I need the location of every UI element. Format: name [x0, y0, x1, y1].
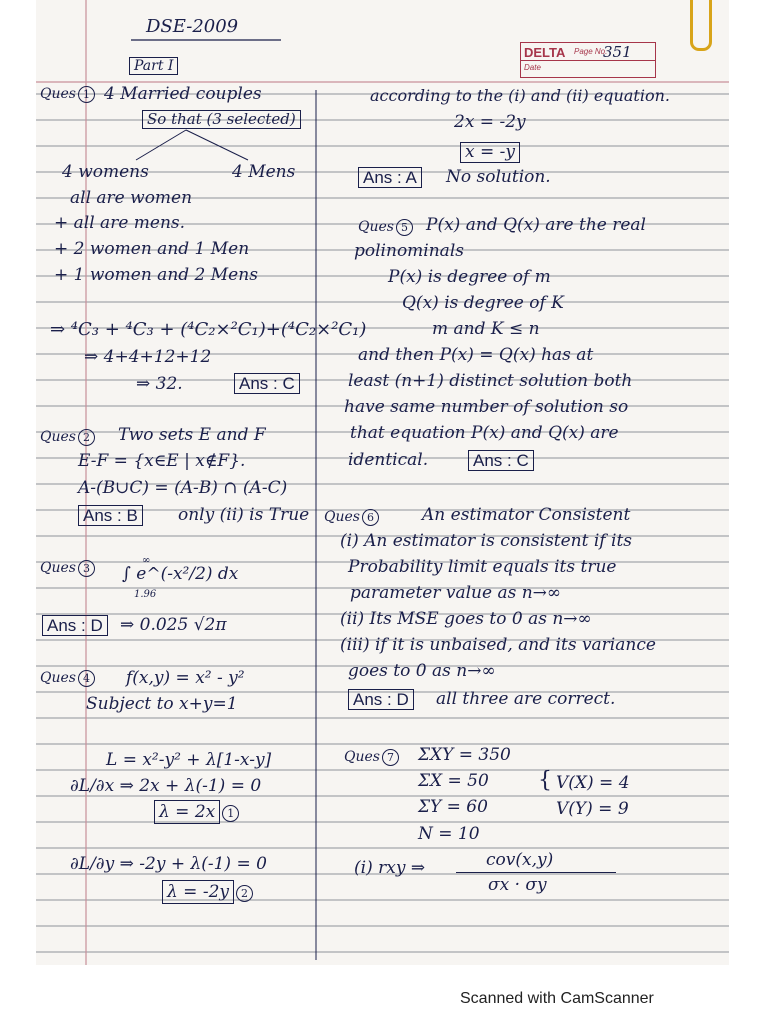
- lambda-2: λ = -2y 2: [162, 884, 253, 902]
- combination-formula: ⇒ ⁴C₃ + ⁴C₃ + (⁴C₂×²C₁)+(⁴C₂×²C₁): [50, 319, 367, 340]
- combination-sum: ⇒ 4+4+12+12: [84, 347, 212, 367]
- q6-line-2: (i) An estimator is consistent if its: [340, 531, 632, 551]
- lagrangian: L = x²-y² + λ[1-x-y]: [106, 750, 272, 770]
- notebook-page: [36, 0, 729, 965]
- part-label: Part I: [129, 57, 178, 75]
- q4-function: f(x,y) = x² - y²: [126, 668, 245, 688]
- paper-clip: [690, 0, 712, 51]
- q5-line-8: have same number of solution so: [344, 397, 629, 417]
- partial-x: ∂L/∂x ⇒ 2x + λ(-1) = 0: [70, 776, 262, 796]
- q7-sum-xy: ΣXY = 350: [418, 745, 511, 765]
- q1-text: 4 Married couples: [104, 84, 262, 104]
- q2-identity: A-(B∪C) = (A-B) ∩ (A-C): [78, 478, 288, 498]
- q7-numerator: cov(x,y): [486, 850, 554, 870]
- page-header-box: [520, 42, 656, 78]
- q5-line-2: polinominals: [354, 241, 464, 261]
- scanner-watermark: Scanned with CamScanner: [460, 990, 654, 1007]
- q3-integral: ∫ e^(-x²/2) dx: [122, 564, 239, 584]
- q4-answer: Ans : A: [358, 167, 422, 188]
- q3-value: ⇒ 0.025 √2π: [120, 615, 227, 635]
- q1-condition: So that (3 selected): [142, 110, 301, 129]
- q6-label: Ques 6: [324, 509, 379, 526]
- q3-lower-limit: 1.96: [134, 589, 157, 600]
- brace-icon: {: [538, 768, 552, 793]
- q7-var-x: V(X) = 4: [556, 773, 630, 793]
- q2-definition: E-F = {x∈E | x∉F}.: [78, 451, 246, 471]
- q4-constraint: Subject to x+y=1: [86, 694, 238, 714]
- combination-result: ⇒ 32.: [136, 374, 183, 394]
- q4-result: x = -y: [460, 142, 520, 163]
- q5-line-3: P(x) is degree of m: [388, 267, 551, 287]
- q2-answer: Ans : B: [78, 505, 143, 526]
- q4-note: No solution.: [446, 167, 551, 187]
- page-title: DSE-2009: [146, 16, 239, 37]
- q1-label: Ques 1: [40, 86, 95, 103]
- lambda-1: λ = 2x 1: [154, 804, 239, 822]
- q6-line-5: (ii) Its MSE goes to 0 as n→∞: [340, 609, 592, 629]
- fraction-bar: [456, 872, 616, 873]
- q5-answer: Ans : C: [468, 450, 534, 471]
- q5-label: Ques 5: [358, 219, 413, 236]
- q6-line-7: goes to 0 as n→∞: [348, 661, 496, 681]
- q2-label: Ques 2: [40, 429, 95, 446]
- q6-line-3: Probability limit equals its true: [348, 557, 617, 577]
- q2-text: Two sets E and F: [118, 425, 266, 445]
- q3-answer: Ans : D: [42, 615, 108, 636]
- q7-denominator: σx · σy: [488, 875, 547, 895]
- q1-answer: Ans : C: [234, 373, 300, 394]
- q7-var-y: V(Y) = 9: [556, 799, 629, 819]
- q6-line-4: parameter value as n→∞: [350, 583, 562, 603]
- q5-line-6: and then P(x) = Q(x) has at: [358, 345, 594, 365]
- page-no-label: Page No.: [574, 47, 608, 56]
- q5-line-5: m and K ≤ n: [432, 319, 540, 339]
- men-label: 4 Mens: [232, 162, 296, 182]
- q4-equation: 2x = -2y: [454, 112, 526, 132]
- q7-label: Ques 7: [344, 749, 399, 766]
- q7-sum-y: ΣY = 60: [418, 797, 488, 817]
- q5-line-7: least (n+1) distinct solution both: [348, 371, 633, 391]
- partial-y: ∂L/∂y ⇒ -2y + λ(-1) = 0: [70, 854, 267, 874]
- case-2: + all are mens.: [54, 213, 186, 233]
- q5-line-1: P(x) and Q(x) are the real: [426, 215, 646, 235]
- brand-label: DELTA: [524, 45, 566, 60]
- q2-note: only (ii) is True: [178, 505, 310, 525]
- date-label: Date: [524, 63, 541, 72]
- q6-line-6: (iii) if it is unbaised, and its variance: [340, 635, 656, 655]
- q3-upper-limit: ∞: [142, 555, 151, 566]
- q6-note: all three are correct.: [436, 689, 616, 709]
- women-label: 4 womens: [62, 162, 149, 182]
- q5-line-9: that equation P(x) and Q(x) are: [350, 423, 619, 443]
- q5-line-4: Q(x) is degree of K: [402, 293, 564, 313]
- q7-sum-x: ΣX = 50: [418, 771, 489, 791]
- q6-line-1: An estimator Consistent: [422, 505, 631, 525]
- q7-count: N = 10: [418, 824, 480, 844]
- case-1: all are women: [70, 188, 193, 208]
- q6-answer: Ans : D: [348, 689, 414, 710]
- q5-line-10: identical.: [348, 450, 429, 470]
- q4-solution-line: according to the (i) and (ii) equation.: [370, 86, 670, 105]
- page-number: 351: [603, 43, 632, 61]
- q7-correlation: (i) rxy ⇒: [354, 858, 426, 878]
- case-4: + 1 women and 2 Mens: [54, 265, 258, 285]
- q4-label: Ques 4: [40, 670, 95, 687]
- q3-label: Ques 3: [40, 560, 95, 577]
- case-3: + 2 women and 1 Men: [54, 239, 250, 259]
